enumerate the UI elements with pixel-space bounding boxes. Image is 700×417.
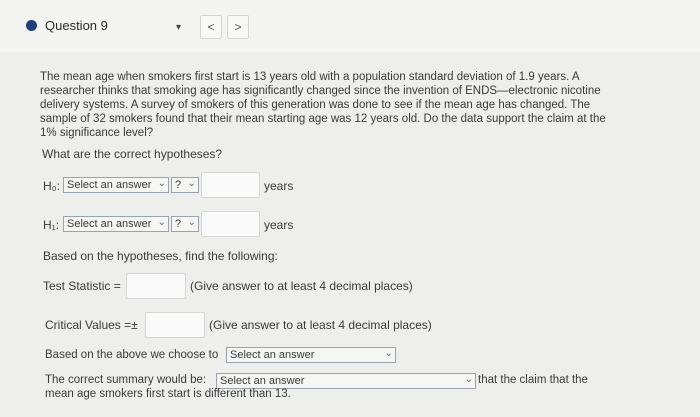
chevron-down-icon: ⌄ [157, 217, 166, 228]
chevron-down-icon: ⌄ [187, 178, 196, 189]
summary-after-text: that the claim that the [478, 374, 588, 386]
h0-operator-select-value: ? [175, 179, 182, 191]
h1-value-input[interactable] [201, 211, 260, 237]
decision-select[interactable] [226, 347, 396, 363]
h0-label: H₀: [43, 179, 60, 193]
question-header [0, 0, 700, 52]
h0-operator-select[interactable] [171, 177, 199, 193]
chevron-down-icon: ⌄ [157, 178, 166, 189]
choose-label: Based on the above we choose to [45, 349, 219, 361]
h1-operator-select[interactable] [171, 216, 199, 232]
h1-parameter-select-value: Select an answer [67, 218, 152, 230]
h1-operator-select-value: ? [175, 218, 182, 230]
h1-parameter-select[interactable] [63, 216, 169, 232]
decision-select-value: Select an answer [230, 349, 315, 361]
critical-values-input[interactable] [145, 312, 205, 338]
based-on-hypotheses-text: Based on the hypotheses, find the following: [43, 249, 278, 263]
test-statistic-input[interactable] [126, 273, 186, 299]
test-statistic-label: Test Statistic = [43, 279, 121, 293]
h0-parameter-select[interactable] [63, 177, 169, 193]
problem-statement: The mean age when smokers first start is 13 years old with a population standard deviation of 1.9 years. A researcher thinks that smoking age has significantly changed since the invention of ENDS—electronic nicotine delivery systems. A survey of smokers of this generation was done to see if the mean age has changed. The sample of 32 smokers found that their mean starting age was 12 years old. Do the data support the claim at the 1% significance level? [40, 71, 606, 139]
question-status-dot-icon [26, 20, 37, 31]
summary-select[interactable] [216, 373, 476, 389]
h1-unit: years [264, 218, 294, 232]
h0-parameter-select-value: Select an answer [67, 179, 152, 191]
previous-question-button[interactable]: < [200, 15, 222, 39]
chevron-down-icon: ⌄ [384, 348, 393, 359]
h0-value-input[interactable] [201, 172, 260, 198]
chevron-down-icon: ⌄ [464, 374, 473, 385]
next-question-button[interactable]: > [227, 15, 249, 39]
critical-values-label: Critical Values =± [45, 318, 138, 332]
chevron-down-icon: ⌄ [187, 217, 196, 228]
summary-line-2: mean age smokers first start is different than 13. [45, 388, 291, 400]
summary-label: The correct summary would be: [45, 374, 207, 386]
test-statistic-hint: (Give answer to at least 4 decimal places) [190, 279, 413, 293]
h0-unit: years [264, 179, 294, 193]
question-selector[interactable] [26, 14, 108, 36]
summary-select-value: Select an answer [220, 375, 305, 387]
hypotheses-prompt: What are the correct hypotheses? [42, 147, 223, 161]
critical-values-hint: (Give answer to at least 4 decimal places) [209, 318, 432, 332]
question-dropdown-caret-icon[interactable]: ▾ [176, 22, 182, 33]
question-label: Question 9 [45, 17, 108, 33]
h1-label: H₁: [43, 218, 60, 232]
